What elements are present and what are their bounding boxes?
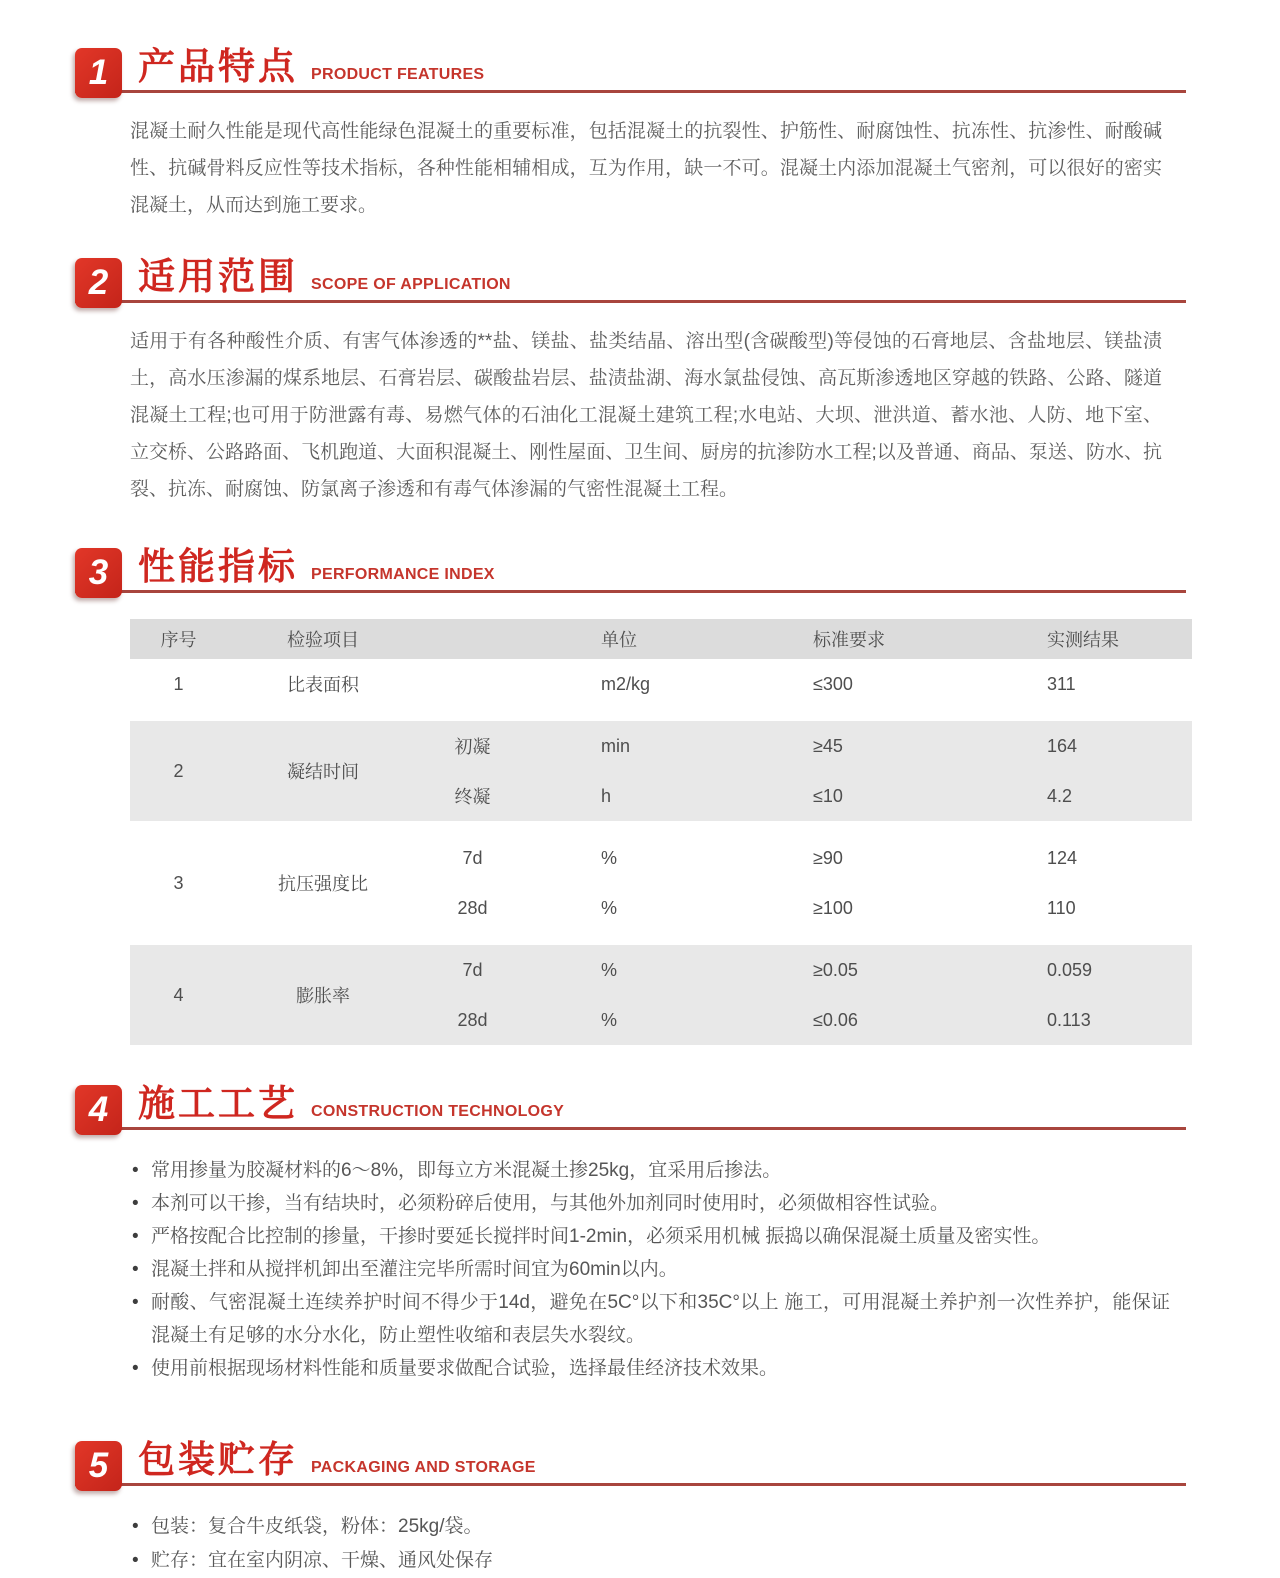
bullet-item: • 贮存：宜在室内阴凉、干燥、通风处保存: [130, 1544, 1170, 1578]
cell-standard: ≥45: [741, 709, 971, 771]
section-titles: [138, 48, 484, 90]
cell-unit: h: [526, 771, 741, 821]
header-cell-result: 实测结果: [971, 619, 1192, 659]
section-number-badge: 1: [75, 48, 122, 98]
cell-item: 抗压强度比: [227, 821, 419, 933]
cell-no: 4: [130, 933, 227, 1045]
header-cell-sub: [419, 619, 526, 659]
table-group-2: [130, 709, 1192, 821]
section-header: [75, 1441, 1186, 1486]
table-row: [130, 821, 1192, 883]
cell-unit: %: [526, 933, 741, 995]
section-construction-technology: [75, 1085, 1186, 1385]
section-title-zh: 产品特点: [138, 46, 298, 87]
cell-no: 1: [130, 659, 227, 709]
table-group-4: [130, 933, 1192, 1045]
table-row: [130, 709, 1192, 771]
section-product-features: [75, 48, 1186, 224]
cell-standard: ≥0.05: [741, 933, 971, 995]
cell-unit: min: [526, 709, 741, 771]
cell-standard: ≥100: [741, 883, 971, 933]
packaging-bullet-list: [130, 1510, 1170, 1578]
section-header: [75, 548, 1186, 593]
cell-unit: %: [526, 995, 741, 1045]
section-title-en: PACKAGING AND STORAGE: [311, 1459, 536, 1476]
section-titles: [138, 1441, 536, 1483]
section-paragraph: 混凝土耐久性能是现代高性能绿色混凝土的重要标准，包括混凝土的抗裂性、护筋性、耐腐蚀性、抗冻性、抗渗性、耐酸碱性、抗碱骨料反应性等技术指标，各种性能相辅相成，互为作用，缺一不可。混凝土内添加混凝土气密剂，可以很好的密实混凝土，从而达到施工要求。: [130, 121, 1162, 216]
cell-unit: %: [526, 883, 741, 933]
cell-result: 0.113: [971, 995, 1192, 1045]
table-row: [130, 933, 1192, 995]
cell-sub: 初凝: [419, 709, 526, 771]
section-title-zh: 包装贮存: [138, 1439, 298, 1480]
section-number-badge: 4: [75, 1085, 122, 1135]
cell-sub: 28d: [419, 883, 526, 933]
cell-result: 0.059: [971, 933, 1192, 995]
section-performance-index: [75, 548, 1186, 1045]
cell-sub: 7d: [419, 821, 526, 883]
cell-sub: 终凝: [419, 771, 526, 821]
cell-result: 124: [971, 821, 1192, 883]
header-cell-standard: 标准要求: [741, 619, 971, 659]
construction-bullet-list: [130, 1154, 1170, 1385]
section-scope-of-application: [75, 258, 1186, 508]
table-group-1: [130, 659, 1192, 709]
cell-item: 膨胀率: [227, 933, 419, 1045]
performance-table: [130, 619, 1192, 1045]
section-paragraph: 适用于有各种酸性介质、有害气体渗透的**盐、镁盐、盐类结晶、溶出型(含碳酸型)等侵蚀的石膏地层、含盐地层、镁盐渍土，高水压渗漏的煤系地层、石膏岩层、碳酸盐岩层、盐渍盐湖、海水氯盐侵蚀、高瓦斯渗透地区穿越的铁路、公路、隧道混凝土工程;也可用于防泄露有毒、易燃气体的石油化工混凝土建筑工程;水电站、大坝、泄洪道、蓄水池、人防、地下室、立交桥、公路路面、飞机跑道、大面积混凝土、刚性屋面、卫生间、厨房的抗渗防水工程;以及普通、商品、泵送、防水、抗裂、抗冻、耐腐蚀、防氯离子渗透和有毒气体渗漏的气密性混凝土工程。: [130, 331, 1162, 500]
cell-standard: ≤10: [741, 771, 971, 821]
section-packaging-and-storage: [75, 1441, 1186, 1578]
cell-no: 2: [130, 709, 227, 821]
cell-unit: %: [526, 821, 741, 883]
cell-result: 164: [971, 709, 1192, 771]
section-header: [75, 1085, 1186, 1130]
bullet-item: • 严格按配合比控制的掺量，干掺时要延长搅拌时间1-2min，必须采用机械 振捣以确保混凝土质量及密实性。: [130, 1220, 1170, 1253]
cell-result: 110: [971, 883, 1192, 933]
section-title-en: PERFORMANCE INDEX: [311, 566, 495, 583]
cell-sub: 28d: [419, 995, 526, 1045]
cell-standard: ≤300: [741, 659, 971, 709]
table-header-row: [130, 619, 1192, 659]
bullet-item: • 常用掺量为胶凝材料的6～8%，即每立方米混凝土掺25kg，宜采用后掺法。: [130, 1154, 1170, 1187]
bullet-item: • 本剂可以干掺，当有结块时，必须粉碎后使用，与其他外加剂同时使用时，必须做相容性试验。: [130, 1187, 1170, 1220]
bullet-item: • 使用前根据现场材料性能和质量要求做配合试验，选择最佳经济技术效果。: [130, 1352, 1170, 1385]
cell-standard: ≤0.06: [741, 995, 971, 1045]
cell-item: 凝结时间: [227, 709, 419, 821]
table-row: [130, 659, 1192, 709]
header-cell-unit: 单位: [526, 619, 741, 659]
section-title-zh: 性能指标: [138, 546, 298, 587]
section-titles: [138, 1085, 564, 1127]
header-cell-item: 检验项目: [227, 619, 419, 659]
cell-no: 3: [130, 821, 227, 933]
header-cell-no: 序号: [130, 619, 227, 659]
section-title-zh: 适用范围: [138, 256, 298, 297]
section-titles: [138, 548, 495, 590]
cell-unit: m2/kg: [526, 659, 741, 709]
section-title-en: CONSTRUCTION TECHNOLOGY: [311, 1103, 565, 1120]
section-titles: [138, 258, 511, 300]
bullet-item: • 耐酸、气密混凝土连续养护时间不得少于14d，避免在5C°以下和35C°以上 施工，可用混凝土养护剂一次性养护，能保证混凝土有足够的水分水化，防止塑性收缩和表层失水裂纹。: [130, 1286, 1170, 1352]
performance-table-header: [130, 619, 1192, 659]
section-title-en: SCOPE OF APPLICATION: [311, 276, 511, 293]
section-number-badge: 2: [75, 258, 122, 308]
cell-sub: 7d: [419, 933, 526, 995]
bullet-item: • 混凝土拌和从搅拌机卸出至灌注完毕所需时间宜为60min以内。: [130, 1253, 1170, 1286]
cell-sub: [419, 659, 526, 709]
section-number-badge: 5: [75, 1441, 122, 1491]
section-header: [75, 48, 1186, 93]
cell-result: 4.2: [971, 771, 1192, 821]
bullet-item: • 包装：复合牛皮纸袋，粉体：25kg/袋。: [130, 1510, 1170, 1544]
table-group-3: [130, 821, 1192, 933]
section-number-badge: 3: [75, 548, 122, 598]
cell-result: 311: [971, 659, 1192, 709]
cell-standard: ≥90: [741, 821, 971, 883]
cell-item: 比表面积: [227, 659, 419, 709]
section-title-zh: 施工工艺: [138, 1083, 298, 1124]
section-header: [75, 258, 1186, 303]
section-title-en: PRODUCT FEATURES: [311, 66, 485, 83]
